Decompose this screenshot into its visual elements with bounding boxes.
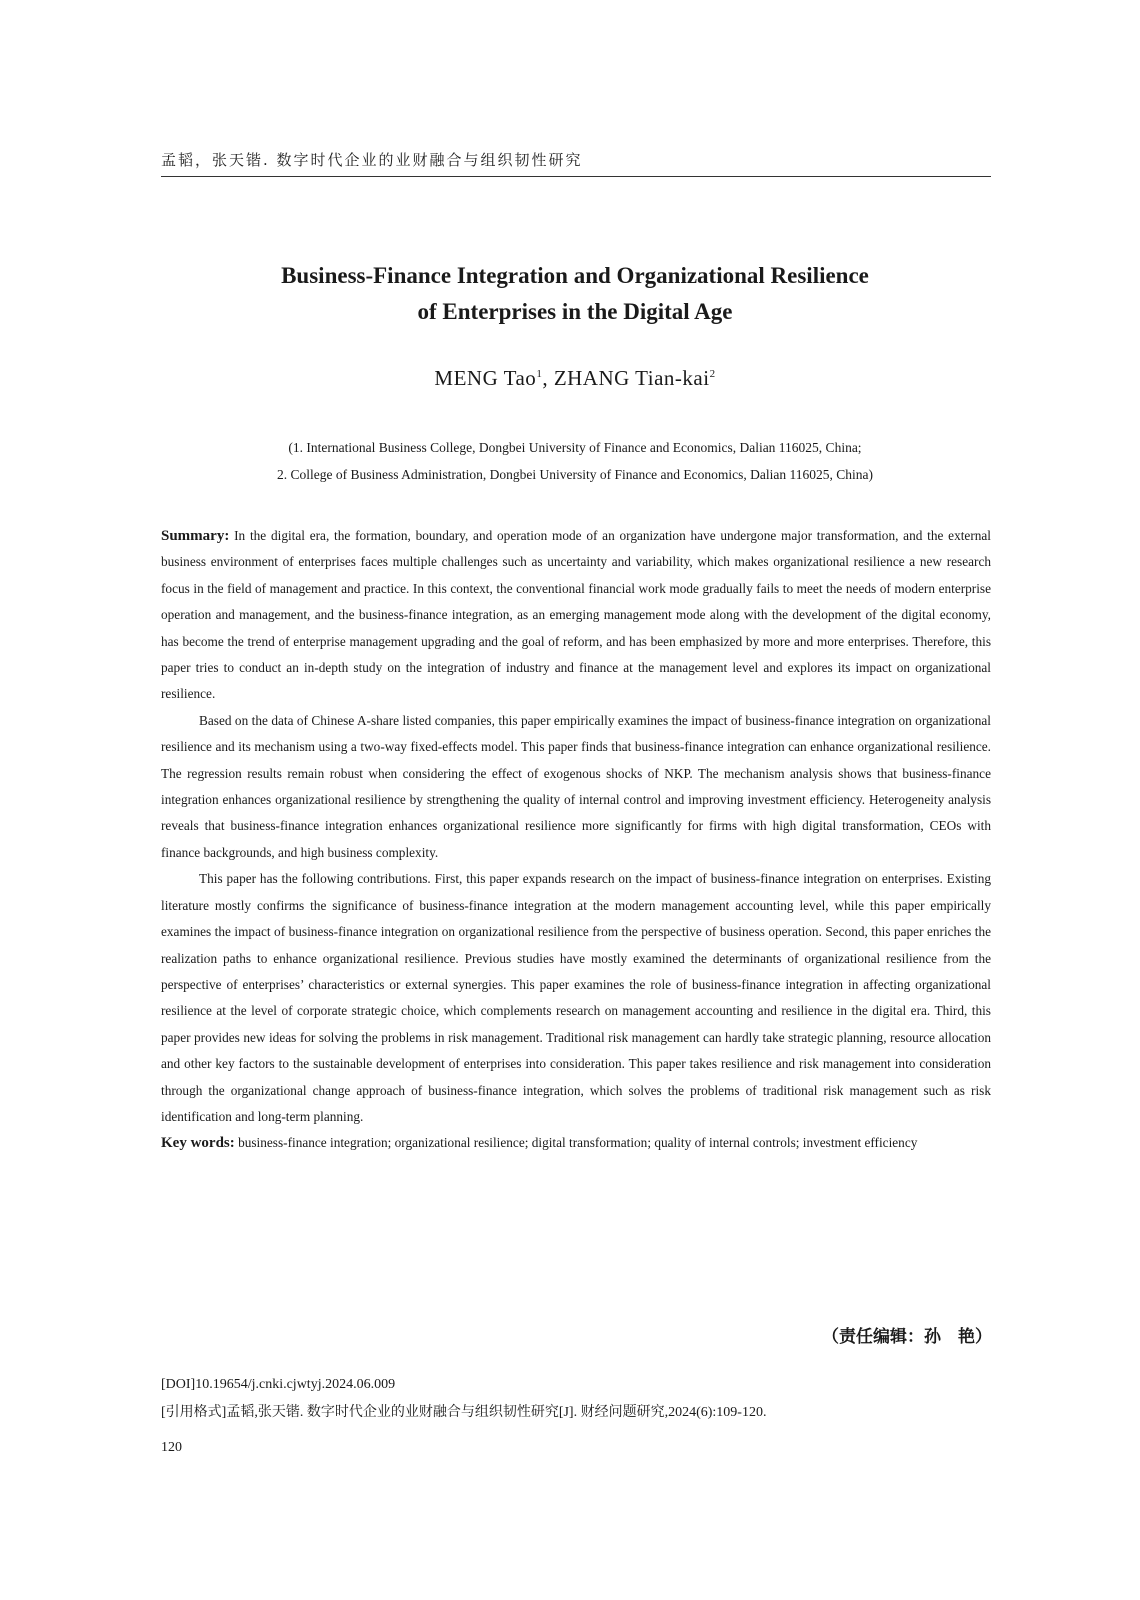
title-line-1: Business-Finance Integration and Organizational Resilience [281,263,869,288]
running-header: 孟韬，张天锴. 数字时代企业的业财融合与组织韧性研究 [161,149,991,177]
affiliation-1: (1. International Business College, Dongbei University of Finance and Economics, Dalian 116025, China; [288,440,862,455]
title-line-2: of Enterprises in the Digital Age [417,299,733,324]
article-title [160,258,990,330]
affiliations [160,434,990,488]
citation-block [161,1371,991,1427]
affiliation-2: 2. College of Business Administration, Dongbei University of Finance and Economics, Dalian 116025, China) [276,467,874,482]
keywords [161,1130,991,1156]
author-separator: , [542,366,554,390]
author-name-1: MENG Tao [434,366,537,390]
responsible-editor: （责任编辑：孙 艳） [822,1327,992,1347]
page-number: 120 [161,1440,182,1455]
citation-format-line: [引用格式]孟韬,张天锴. 数字时代企业的业财融合与组织韧性研究[J]. 财经问题研究,2024(6):109-120. [161,1405,767,1420]
summary-label: Summary: [161,528,230,544]
doi-line: [DOI]10.19654/j.cnki.cjwtyj.2024.06.009 [161,1377,396,1392]
keywords-text: business-finance integration; organizational resilience; digital transformation; quality of internal controls; investment efficiency [238,1135,918,1151]
abstract [161,523,991,1157]
abstract-paragraph-2: Based on the data of Chinese A-share listed companies, this paper empirically examines the impact of business-finance integration on organizational resilience and its mechanism using a two-way fixed-effects model. This paper finds that business-finance integration can enhance organizational resilience. The regression results remain robust when considering the effect of exogenous shocks of NKP. The mechanism analysis shows that business-finance integration enhances organizational resilience by strengthening the quality of internal control and improving investment efficiency. Heterogeneity analysis reveals that business-finance integration enhances organizational resilience more significantly for firms with high digital transformation, CEOs with finance backgrounds, and high business complexity. [161,712,991,860]
author-name-2: ZHANG Tian-kai [553,366,710,390]
author-affil-mark-2: 2 [709,368,716,380]
keywords-label: Key words: [161,1135,235,1152]
abstract-paragraph-1-text: In the digital era, the formation, boundary, and operation mode of an organization have undergone major transformation, and the external business environment of enterprises faces multiple challenges such as uncertainty and variability, which makes organizational resilience a new research focus in the field of management and practice. In this context, the conventional financial work mode gradually fails to meet the needs of modern enterprise operation and management, and the business-finance integration, as an emerging management mode along with the development of the digital economy, has become the trend of enterprise management upgrading and the goal of reform, and has been emphasized by more and more enterprises. Therefore, this paper tries to conduct an in-depth study on the integration of industry and finance at the management level and explores its impact on organizational resilience. [161,528,991,702]
abstract-paragraph-3: This paper has the following contributions. First, this paper expands research on the impact of business-finance integration on enterprises. Existing literature mostly confirms the significance of business-finance integration at the modern management accounting level, while this paper empirically examines the impact of business-finance integration on organizational resilience from the perspective of business operation. Second, this paper enriches the realization paths to enhance organizational resilience. Previous studies have mostly examined the determinants of organizational resilience from the perspective of enterprises’ characteristics or external synergies. This paper examines the role of business-finance integration in affecting organizational resilience at the level of corporate strategic choice, which complements research on management accounting and resilience in the digital era. Third, this paper provides new ideas for solving the problems in risk management. Traditional risk management can hardly take strategic planning, resource allocation and other key factors to the sustainable development of enterprises into consideration. This paper takes resilience and risk management into consideration through the organizational change approach of business-finance integration, which solves the problems of traditional risk management such as risk identification and long-term planning. [161,871,991,1124]
author-affil-mark-1: 1 [536,368,543,380]
abstract-paragraph-1 [161,523,991,708]
author-list [160,366,990,391]
